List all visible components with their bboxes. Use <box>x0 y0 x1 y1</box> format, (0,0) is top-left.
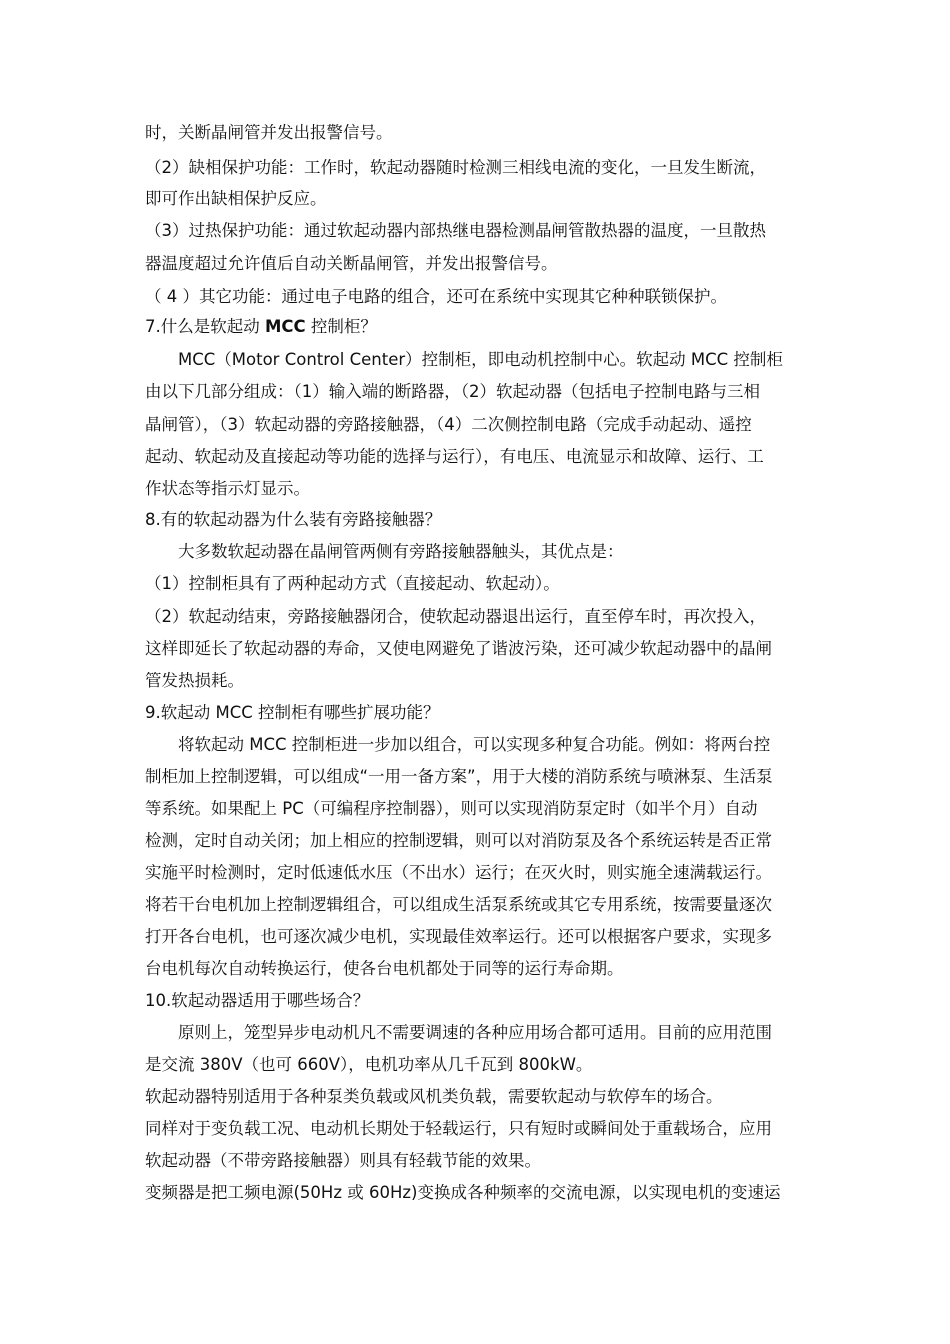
text-line: 将若干台电机加上控制逻辑组合，可以组成生活泵系统或其它专用系统，按需要量逐次 <box>145 895 772 914</box>
text-line: （ 4 ）其它功能：通过电子电路的组合，还可在系统中实现其它种种联锁保护。 <box>145 287 727 306</box>
text-line: 检测，定时自动关闭；加上相应的控制逻辑，则可以对消防泵及各个系统运转是否正常 <box>145 831 772 850</box>
heading-text: 7.什么是软起动 <box>145 317 265 336</box>
text-line: 同样对于变负载工况、电动机长期处于轻载运行，只有短时或瞬间处于重载场合，应用 <box>145 1119 772 1138</box>
text-line: （1）控制柜具有了两种起动方式（直接起动、软起动）。 <box>145 574 560 593</box>
text-line: 实施平时检测时，定时低速低水压（不出水）运行；在灭火时，则实施全速满载运行。 <box>145 863 772 882</box>
text-line: 原则上，笼型异步电动机凡不需要调速的各种应用场合都可适用。目前的应用范围 <box>145 1023 772 1042</box>
section-heading-8: 8.有的软起动器为什么装有旁路接触器？ <box>145 510 442 529</box>
text-line: 即可作出缺相保护反应。 <box>145 189 327 208</box>
text-line: （2）软起动结束，旁路接触器闭合，使软起动器退出运行，直至停车时，再次投入， <box>145 607 766 626</box>
text-line: （2）缺相保护功能：工作时，软起动器随时检测三相线电流的变化，一旦发生断流， <box>145 158 766 177</box>
text-line: 台电机每次自动转换运行，使各台电机都处于同等的运行寿命期。 <box>145 959 624 978</box>
section-heading-7 <box>145 316 810 338</box>
heading-text: 控制柜？ <box>305 317 377 336</box>
text-line: 大多数软起动器在晶闸管两侧有旁路接触器触头，其优点是： <box>145 542 624 561</box>
section-heading-10: 10.软起动器适用于哪些场合？ <box>145 991 370 1010</box>
section-heading-9: 9.软起动 MCC 控制柜有哪些扩展功能？ <box>145 703 440 722</box>
text-line: 等系统。如果配上 PC（可编程序控制器），则可以实现消防泵定时（如半个月）自动 <box>145 799 758 818</box>
text-line: 管发热损耗。 <box>145 671 244 690</box>
text-line: 晶闸管），（3）软起动器的旁路接触器，（4）二次侧控制电路（完成手动起动、遥控 <box>145 415 752 434</box>
text-line: 作状态等指示灯显示。 <box>145 479 310 498</box>
text-line: 时，关断晶闸管并发出报警信号。 <box>145 123 393 142</box>
heading-mcc-bold: MCC <box>265 317 306 336</box>
text-line: 制柜加上控制逻辑，可以组成“一用一备方案”，用于大楼的消防系统与喷淋泵、生活泵 <box>145 767 773 786</box>
text-line: 软起动器（不带旁路接触器）则具有轻载节能的效果。 <box>145 1151 541 1170</box>
text-line: 变频器是把工频电源(50Hz 或 60Hz)变换成各种频率的交流电源，以实现电机的变速运 <box>145 1183 781 1202</box>
text-line: 打开各台电机，也可逐次减少电机，实现最佳效率运行。还可以根据客户要求，实现多 <box>145 927 772 946</box>
text-line: 起动、软起动及直接起动等功能的选择与运行），有电压、电流显示和故障、运行、工 <box>145 447 764 466</box>
text-line: 是交流 380V（也可 660V），电机功率从几千瓦到 800kW。 <box>145 1055 593 1074</box>
text-line: 软起动器特别适用于各种泵类负载或风机类负载，需要软起动与软停车的场合。 <box>145 1087 723 1106</box>
text-line: 这样即延长了软起动器的寿命，又使电网避免了谐波污染，还可减少软起动器中的晶闸 <box>145 639 772 658</box>
text-line: 将软起动 MCC 控制柜进一步加以组合，可以实现多种复合功能。例如：将两台控 <box>145 735 771 754</box>
text-line: 器温度超过允许值后自动关断晶闸管，并发出报警信号。 <box>145 254 558 273</box>
text-line: （3）过热保护功能：通过软起动器内部热继电器检测晶闸管散热器的温度，一旦散热 <box>145 221 766 240</box>
text-line: 由以下几部分组成：（1）输入端的断路器，（2）软起动器（包括电子控制电路与三相 <box>145 382 760 401</box>
text-line: MCC（Motor Control Center）控制柜，即电动机控制中心。软起动 MCC 控制柜 <box>145 350 783 369</box>
